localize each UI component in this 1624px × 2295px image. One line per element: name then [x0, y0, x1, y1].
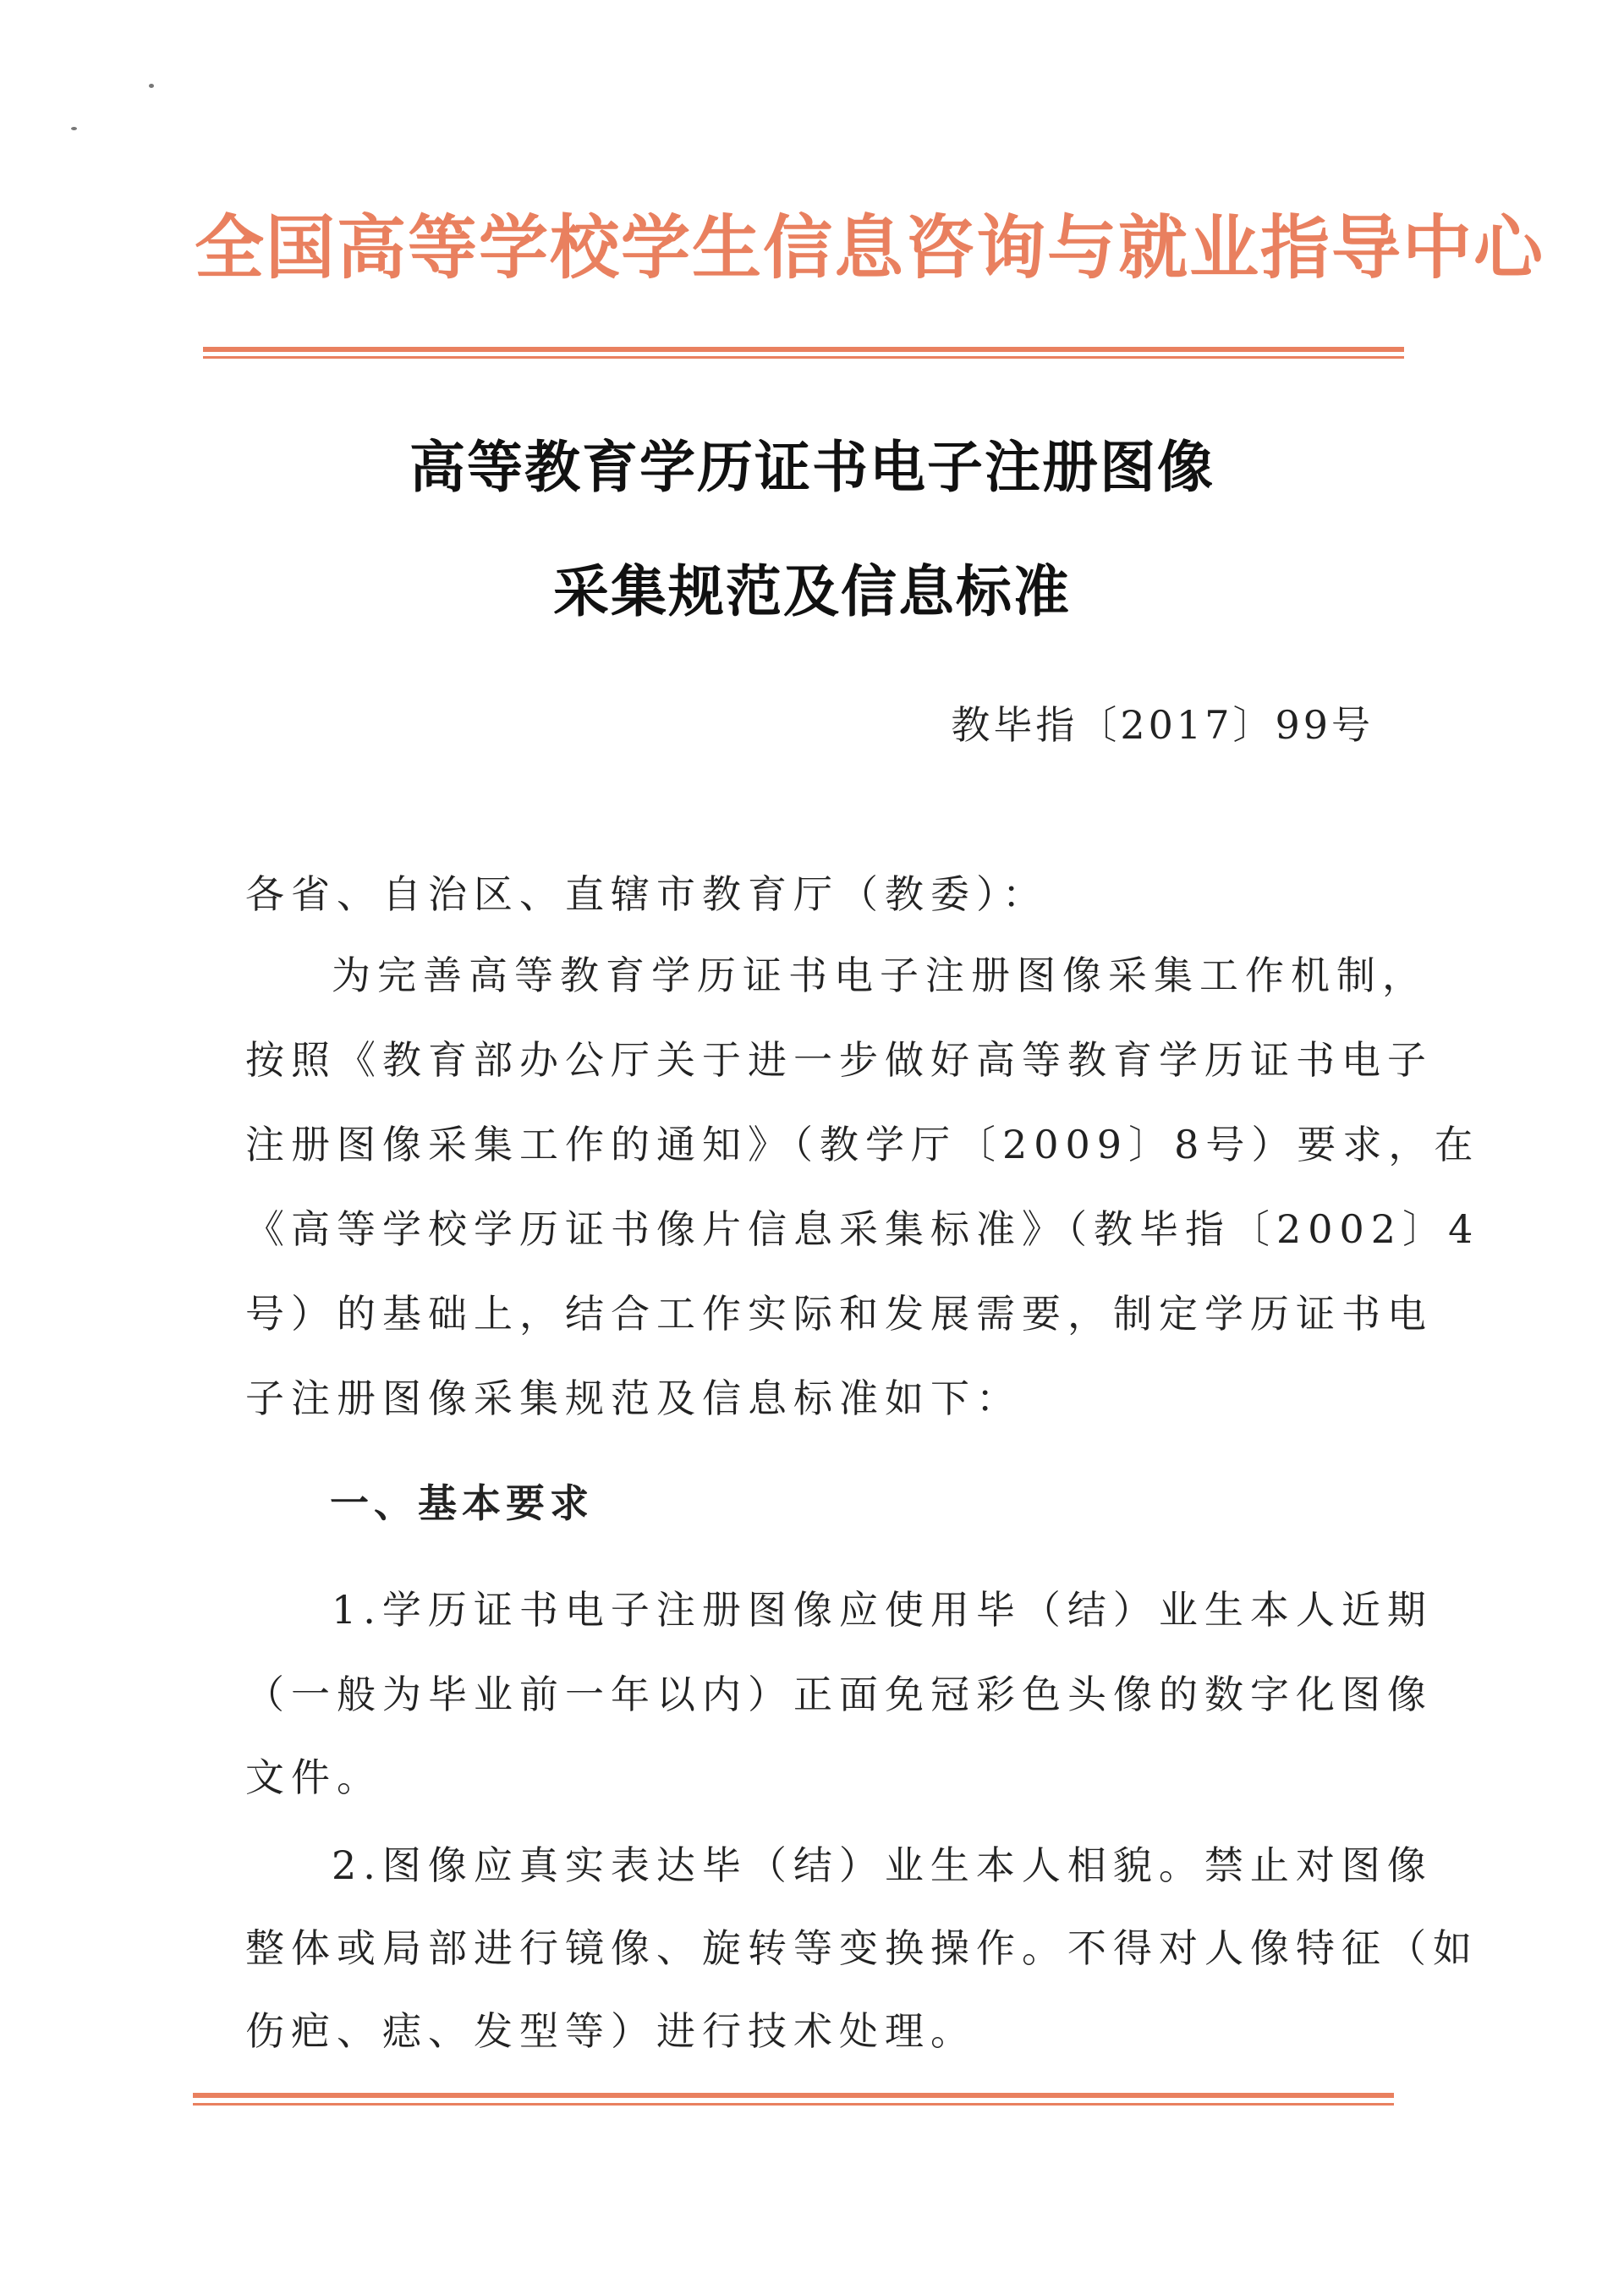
intro-line: 为完善高等教育学历证书电子注册图像采集工作机制， [332, 953, 1428, 998]
document-number: 教毕指〔2017〕99号 [951, 702, 1374, 748]
intro-line: 号）的基础上，结合工作实际和发展需要，制定学历证书电 [245, 1291, 1433, 1337]
item-2-line: 整体或局部进行镜像、旋转等变换操作。不得对人像特征（如 [245, 1925, 1479, 1971]
intro-line: 子注册图像采集规范及信息标准如下： [245, 1375, 1022, 1421]
letterhead-rule-thin [203, 356, 1404, 359]
footer-rule-thick [193, 2093, 1394, 2098]
item-1-line: 1.学历证书电子注册图像应使用毕（结）业生本人近期 [332, 1587, 1433, 1633]
intro-line: 《高等学校学历证书像片信息采集标准》（教毕指〔2002〕4 [245, 1206, 1480, 1252]
organization-letterhead: 全国高等学校学生信息咨询与就业指导中心 [195, 207, 1545, 288]
footer-rule-thin [193, 2103, 1394, 2106]
scan-speck-mark [71, 127, 77, 130]
item-1-line: （一般为毕业前一年以内）正面免冠彩色头像的数字化图像 [245, 1672, 1433, 1717]
document-title-line-1: 高等教育学历证书电子注册图像 [409, 435, 1215, 500]
item-2-line: 2.图像应真实表达毕（结）业生本人相貌。禁止对图像 [332, 1842, 1433, 1888]
salutation: 各省、自治区、直辖市教育厅（教委）： [245, 871, 1048, 917]
section-heading: 一、基本要求 [330, 1480, 594, 1526]
intro-line: 按照《教育部办公厅关于进一步做好高等教育学历证书电子 [245, 1037, 1433, 1083]
letterhead-rule-thick [203, 347, 1404, 352]
item-2-line: 伤疤、痣、发型等）进行技术处理。 [245, 2008, 976, 2054]
intro-line: 注册图像采集工作的通知》（教学厅〔2009〕8号）要求，在 [245, 1122, 1480, 1167]
document-title-line-2: 采集规范及信息标准 [553, 559, 1071, 624]
item-1-line: 文件。 [245, 1754, 382, 1800]
scan-speck-mark [149, 84, 154, 88]
